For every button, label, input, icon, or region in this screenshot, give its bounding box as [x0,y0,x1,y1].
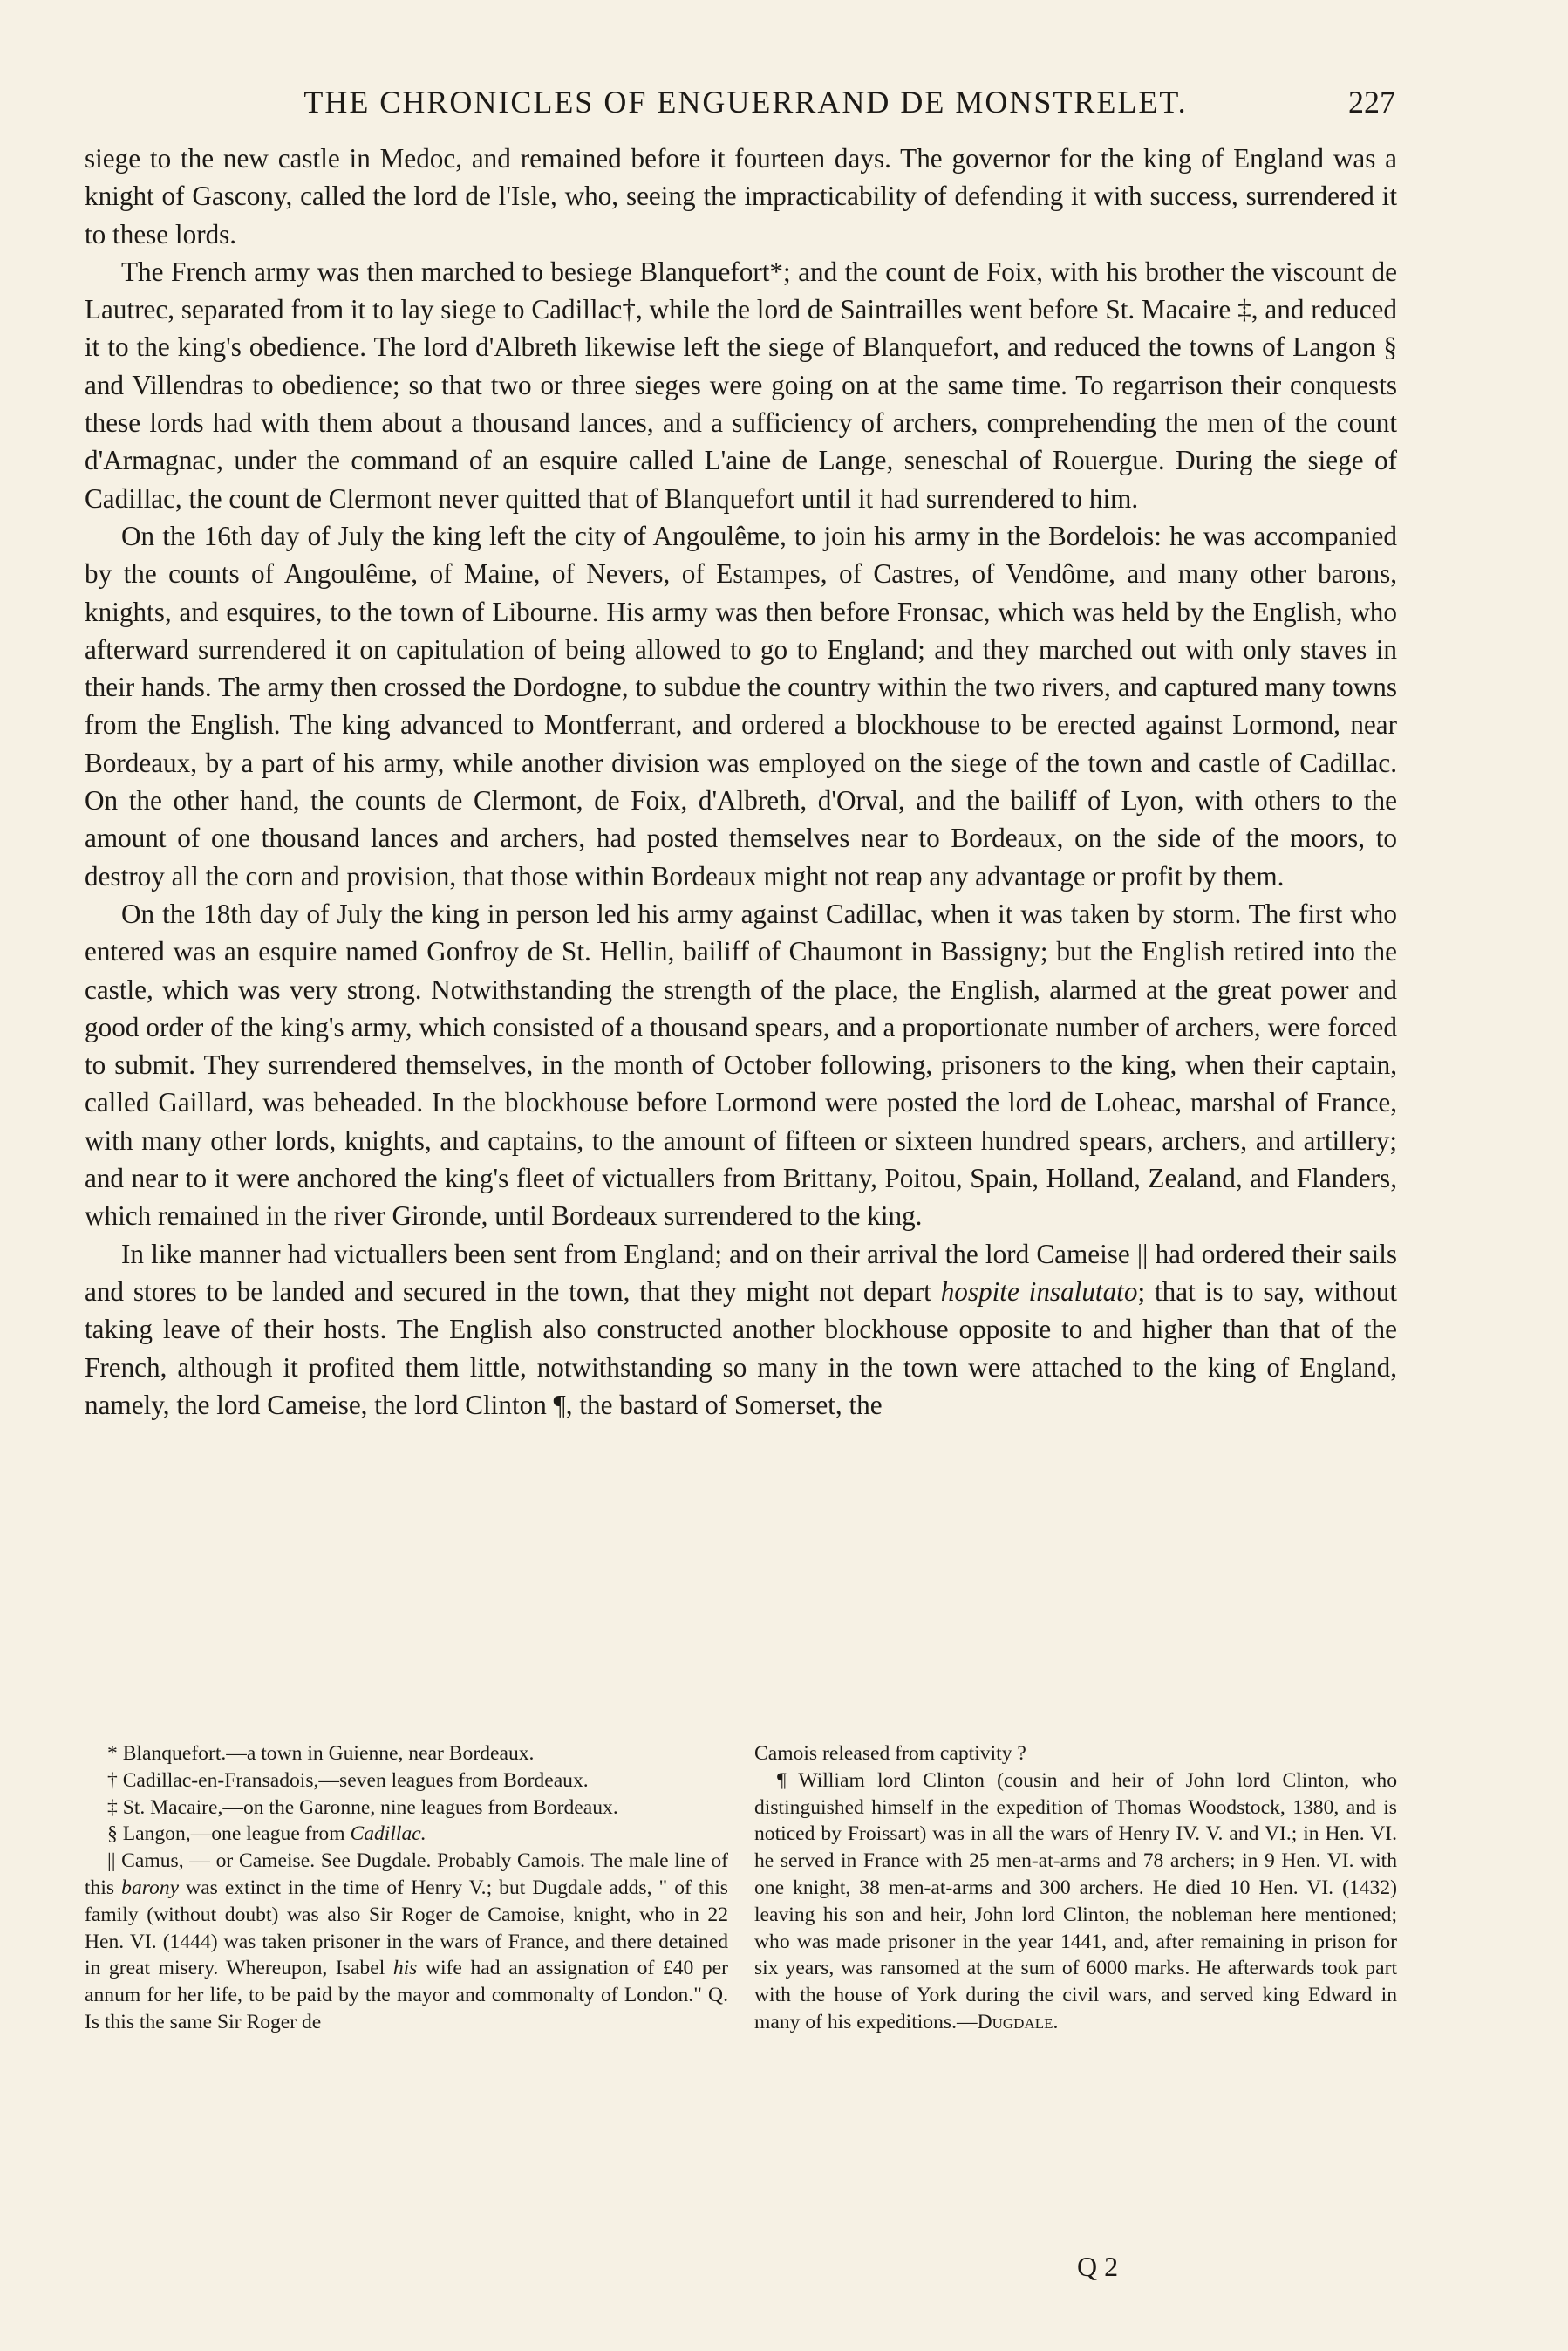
running-title: THE CHRONICLES OF ENGUERRAND DE MONSTRELET. [303,85,1188,120]
footnotes-right-column [754,1740,1397,2036]
footnote-cameise-italic-b: his [392,1957,418,1980]
footnote-st-macaire: ‡ St. Macaire,—on the Garonne, nine leagues from Bordeaux. [107,1795,618,1819]
page-header [96,84,1395,126]
signature-mark: Q 2 [1077,2251,1119,2282]
footnote-blanquefort: * Blanquefort.—a town in Guienne, near Bordeaux. [107,1742,535,1765]
footnote-clinton-source: Dugdale. [977,2010,1059,2033]
footnote-cameise-text-c: wife had an assignation of £40 per annum for her life, to be paid by the mayor and commonalty of London." Q. Is this the same Sir Roger de [85,1957,728,2033]
paragraph-3: On the 16th day of July the king left the city of Angoulême, to join his army in the Bordelois: he was accompanied by the counts of Angoulême, of Maine, of Nevers, of Estampes, of Castres, of Vendôme, and many other barons, knights, and esquires, to the town of Libourne. His army was then before Fronsac, which was held by the English, who afterward surrendered it on capitulation of being allowed to go to England; and they marched out with only staves in their hands. The army then crossed the Dordogne, to subdue the country within the two rivers, and captured many towns from the English. The king advanced to Montferrant, and ordered a blockhouse to be erected against Lormond, near Bordeaux, by a part of his army, while another division was employed on the siege of the town and castle of Cadillac. On the other hand, the counts de Clermont, de Foix, d'Albreth, d'Orval, and the bailiff of Lyon, with others to the amount of one thousand lances and archers, had posted themselves near to Bordeaux, on the side of the moors, to destroy all the corn and provision, that those within Bordeaux might not reap any advantage or profit by them. [85,520,1397,892]
paragraph-2: The French army was then marched to besiege Blanquefort*; and the count de Foix, with his brother the viscount de Lautrec, separated from it to lay siege to Cadillac†, while the lord de Saintrailles went before St. Macaire ‡, and reduced it to the king's obedience. The lord d'Albreth likewise left the siege of Blanquefort, and reduced the towns of Langon § and Villendras to obedience; so that two or three sieges were going on at the same time. To regarrison their conquests these lords had with them about a thousand lances, and a sufficiency of archers, comprehending the men of the count d'Armagnac, under the command of an esquire called L'aine de Lange, seneschal of Rouergue. During the siege of Cadillac, the count de Clermont never quitted that of Blanquefort until it had surrendered to him. [85,256,1397,514]
latin-phrase: hospite insalutato [940,1275,1138,1307]
paragraph-5-end: ; that is to say, without taking leave of their hosts. The English also constructed another blockhouse opposite to and higher than that of the French, although it profited them little, notwithstanding so many in the town were attached to the king of England, namely, the lord Cameise, the lord Clinton ¶, the bastard of Somerset, the [85,1275,1398,1420]
footnotes-left-column [85,1740,728,2036]
footnote-cadillac: † Cadillac-en-Fransadois,—seven leagues from Bordeaux. [107,1768,589,1792]
footnote-clinton [754,1767,1397,2036]
footnote-langon-text: § Langon,—one league from [107,1822,345,1846]
footnote-clinton-text: ¶ William lord Clinton (cousin and heir of John lord Clinton, who distinguished himself in the expedition of Thomas Woodstock, 1380, and is noticed by Froissart) was in all the wars of Henry IV. V. and VI.; in Hen. VI. he served in France with 25 men-at-arms and 78 archers; in 9 Hen. VI. with one knight, 38 men-at-arms and 300 archers. He died 10 Hen. VI. (1432) leaving his son and heir, John lord Clinton, the nobleman here mentioned; who was made prisoner in the year 1441, and, after remaining in prison for six years, was ransomed at the sum of 6000 marks. He afterwards took part with the house of York during the civil wars, and served king Edward in many of his expeditions.— [754,1768,1397,2033]
footnote-cameise [85,1848,728,2036]
paragraph-4: On the 18th day of July the king in person led his army against Cadillac, when it was taken by storm. The first who entered was an esquire named Gonfroy de St. Hellin, bailiff of Chaumont in Bassigny; but the English retired into the castle, which was very strong. Notwithstanding the strength of the place, the English, alarmed at the great power and good order of the king's army, which consisted of a thousand spears, and a proportionate number of archers, were forced to submit. They surrendered themselves, in the month of October following, prisoners to the king, when their captain, called Gaillard, was beheaded. In the blockhouse before Lormond were posted the lord de Loheac, marshal of France, with many other lords, knights, and captains, to the amount of fifteen or sixteen hundred spears, archers, and artillery; and near to it were anchored the king's fleet of victuallers from Brittany, Poitou, Spain, Holland, Zealand, and Flanders, which remained in the river Gironde, until Bordeaux surrendered to the king. [85,898,1397,1232]
footnotes [85,1740,1397,2246]
footnote-cameise-text-a: || Camus, — or Cameise. See Dugdale. Probably Camois. The male line of this [85,1849,728,1899]
footnote-cameise-italic-a: barony [121,1876,180,1899]
footnote-cameise-continued: Camois released from captivity ? [754,1742,1026,1765]
main-text [85,140,1397,1424]
paragraph-5-start: In like manner had victuallers been sent from England; and on their arrival the lord Cameise || had ordered their sails and stores to be landed and secured in the town, that they might not depart [85,1238,1397,1307]
footnote-langon-italic: Cadillac. [350,1822,426,1846]
paragraph-5 [85,1235,1397,1424]
paragraph-1: siege to the new castle in Medoc, and remained before it fourteen days. The governor for the king of England was a knight of Gascony, called the lord de l'Isle, who, seeing the impracticability of defending it with success, surrendered it to these lords. [85,143,1397,249]
footnote-langon [85,1821,728,1848]
page-number: 227 [1348,85,1395,120]
footnote-cameise-text-b: was extinct in the time of Henry V.; but Dugdale adds, " of this family (without doubt) was also Sir Roger de Camoise, knight, who in 22 Hen. VI. (1444) was taken prisoner in the wars of France, and there detained in great misery. Whereupon, Isabel [85,1876,728,1980]
